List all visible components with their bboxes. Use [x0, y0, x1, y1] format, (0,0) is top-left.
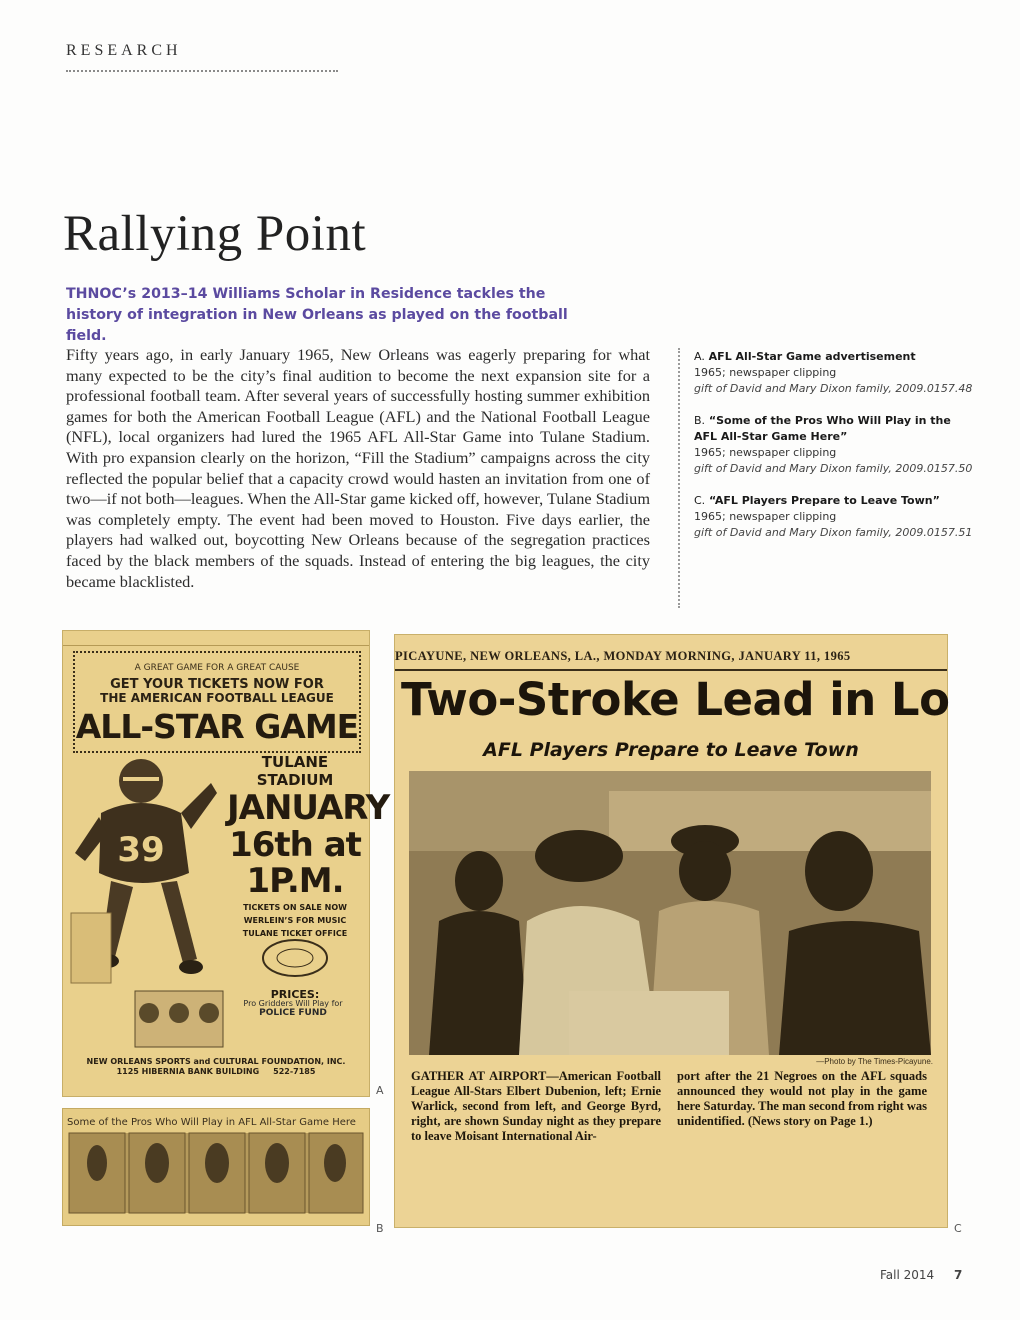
football-player-illustration [71, 753, 221, 1003]
newspaper-masthead-strip [63, 631, 369, 646]
page-number: 7 [954, 1268, 963, 1282]
figure-label-a: A [376, 1084, 384, 1097]
photo-caption-left: GATHER AT AIRPORT—American Football League All-Stars Elbert Dubenion, left; Ernie Warlick, second from left, and George Byrd, right, are shown Sunday night as they prepare to leave Moisant International Air- [411, 1069, 661, 1143]
ad-tickets: TICKETS ON SALE NOW [243, 903, 347, 912]
ad-footer-address: 1125 HIBERNIA BANK BUILDING [116, 1067, 260, 1076]
ad-police-label: POLICE FUND [259, 1008, 327, 1018]
football-players-photos [69, 1133, 363, 1213]
article-subhead: AFL Players Prepare to Leave Town [483, 739, 859, 761]
ad-police-fund [223, 999, 363, 1018]
figure-label-c: C [954, 1222, 962, 1235]
ad-outlet-2: TULANE TICKET OFFICE [242, 929, 348, 938]
ad-line-2: THE AMERICAN FOOTBALL LEAGUE [100, 691, 334, 705]
ad-outlet-1: WERLEIN’S FOR MUSIC [243, 916, 347, 925]
caption-credit: gift of David and Mary Dixon family, 2009.0157.50 [694, 462, 973, 475]
caption-desc: 1965; newspaper clipping [694, 366, 837, 379]
clip-b-headline: Some of the Pros Who Will Play in AFL All-Star Game Here [67, 1117, 356, 1128]
ad-line-3: ALL-STAR GAME [75, 707, 359, 746]
photo-caption-right: port after the 21 Negroes on the AFL squads announced they would not play in the game here Saturday. The man second from right was unidentified. (News story on Page 1.) [677, 1069, 928, 1128]
clipping-b-photo-strip [62, 1108, 370, 1226]
stadium-diagram [260, 938, 330, 978]
ad-venue: TULANE STADIUM [256, 753, 334, 789]
newspaper-dateline: PICAYUNE, NEW ORLEANS, LA., MONDAY MORNING, JANUARY 11, 1965 [395, 649, 851, 663]
caption-letter: B. [694, 414, 706, 427]
section-label: RESEARCH [66, 42, 182, 59]
ad-details [227, 753, 390, 1001]
figure-label-b: B [376, 1222, 384, 1235]
caption-c [694, 493, 974, 541]
caption-column [694, 349, 974, 557]
jersey-number: 39 [117, 830, 165, 870]
ad-footer-org: NEW ORLEANS SPORTS and CULTURAL FOUNDATION, INC. [86, 1057, 346, 1066]
ad-tagline: A GREAT GAME FOR A GREAT CAUSE [134, 663, 300, 673]
article-body: Fifty years ago, in early January 1965, New Orleans was eagerly preparing for what many expected to be the city’s final audition to become the next expansion site for a professional football team. After several years of successfully hosting summer exhibition games for both the American Football League (AFL) and the National Football League (NFL), local organizers had lured the 1965 AFL All-Star Game into Tulane Stadium. With pro expansion clearly on the horizon, “Fill the Stadium” campaigns across the city reflected the popular belief that a capacity crowd would hasten an invitation from one of two—if not both—leagues. When the All-Star game kicked off, however, Tulane Stadium was completely empty. The event had been moved to Houston. Five days earlier, the players had walked out, boycotting New Orleans because of the segregation practices faced by the black members of the squads. Instead of entering the big leagues, the city became blacklisted. [66, 345, 650, 591]
caption-desc: 1965; newspaper clipping [694, 446, 837, 459]
caption-b [694, 413, 974, 477]
caption-title: “Some of the Pros Who Will Play in the AFL All-Star Game Here” [694, 414, 951, 443]
photo-credit: —Photo by The Times-Picayune. [816, 1057, 933, 1066]
clipping-c-newspaper [394, 634, 948, 1228]
ad-footer-phone: 522-7185 [273, 1067, 316, 1076]
dateline-rule [395, 669, 947, 671]
ad-month: JANUARY [227, 788, 390, 828]
ad-police-intro: Pro Gridders Will Play for [243, 999, 343, 1008]
caption-credit: gift of David and Mary Dixon family, 2009.0157.48 [694, 382, 973, 395]
ad-prices: PRICES: [270, 988, 320, 1001]
caption-letter: A. [694, 350, 705, 363]
caption-desc: 1965; newspaper clipping [694, 510, 837, 523]
article-title: Rallying Point [63, 206, 367, 262]
caption-letter: C. [694, 494, 706, 507]
caption-divider [678, 348, 680, 608]
ad-line-1: GET YOUR TICKETS NOW FOR [110, 677, 324, 692]
caption-credit: gift of David and Mary Dixon family, 2009.0157.51 [694, 526, 973, 539]
clipping-a-advertisement [62, 630, 390, 1097]
ad-day-time: 16th at 1P.M. [229, 825, 361, 901]
banner-headline: Two-Stroke Lead in Lo [401, 673, 950, 726]
section-divider [66, 70, 338, 72]
article-deck: THNOC’s 2013–14 Williams Scholar in Residence tackles the history of integration in New Orleans as played on the football field. [66, 286, 568, 344]
caption-title: AFL All-Star Game advertisement [708, 350, 916, 363]
issue-label: Fall 2014 [880, 1268, 935, 1282]
players-airport-photo [409, 771, 931, 1055]
ad-headline-frame [73, 651, 361, 753]
caption-a [694, 349, 974, 397]
ad-footer [73, 1057, 359, 1077]
caption-title: “AFL Players Prepare to Leave Town” [709, 494, 940, 507]
